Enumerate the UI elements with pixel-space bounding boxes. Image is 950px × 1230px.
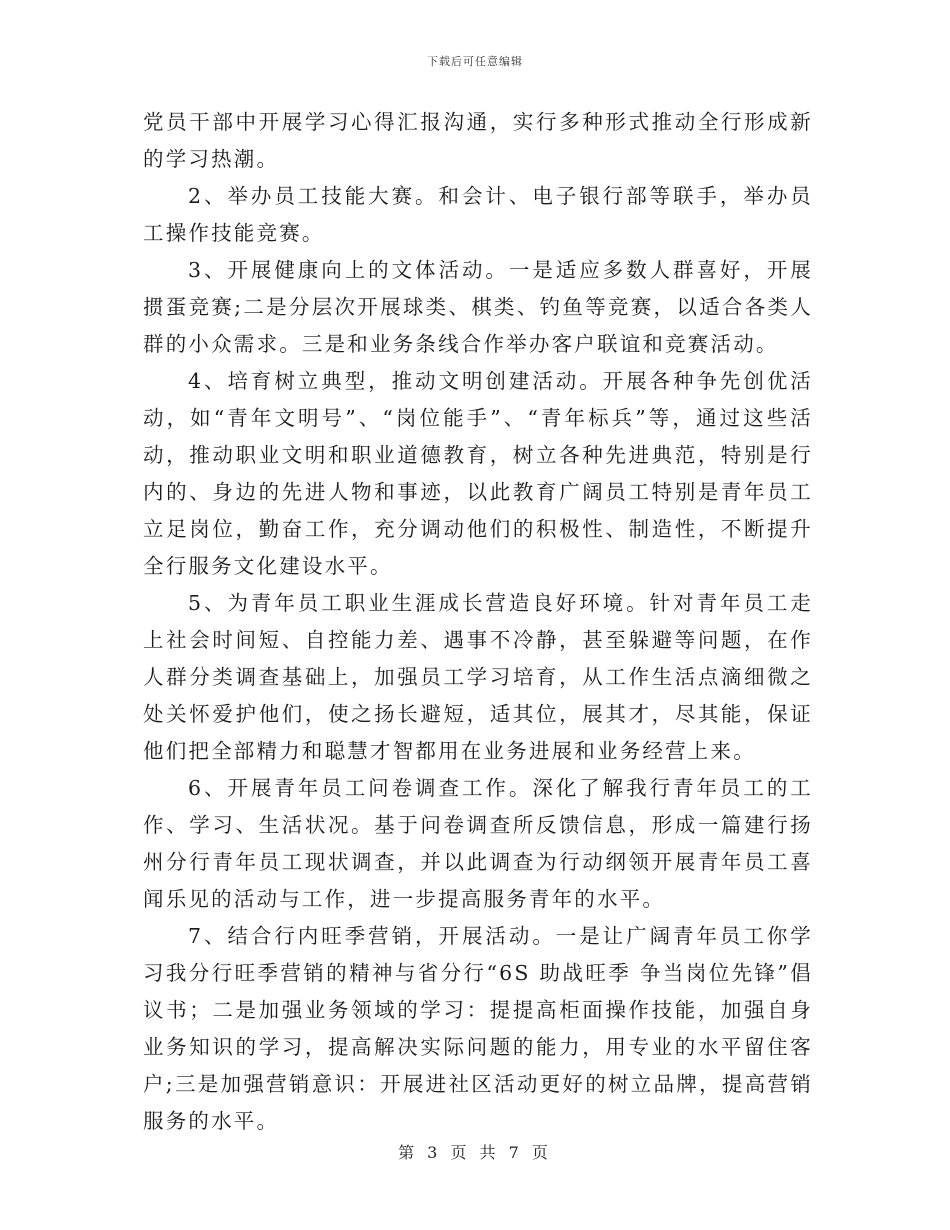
paragraph-item-6: 6、开展青年员工问卷调查工作。深化了解我行青年员工的工作、学习、生活状况。基于问卷调查所反馈信息，形成一篇建行扬州分行青年员工现状调查，并以此调查为行动纲领开展青年员工喜闻乐见的活动与工作，进一步提高服务青年的水平。 [143,776,813,911]
paragraph-item-3: 3、开展健康向上的文体活动。一是适应多数人群喜好，开展掼蛋竞赛;二是分层次开展球类、棋类、钓鱼等竞赛，以适合各类人群的小众需求。三是和业务条线合作举办客户联谊和竞赛活动。 [143,258,813,356]
paragraph-item-5: 5、为青年员工职业生涯成长营造良好环境。针对青年员工走上社会时间短、自控能力差、遇事不冷静，甚至躲避等问题，在作人群分类调查基础上，加强员工学习培育，从工作生活点滴细微之处关怀爱护他们，使之扬长避短，适其位，展其才，尽其能，保证他们把全部精力和聪慧才智都用在业务进展和业务经营上来。 [143,591,813,763]
page-number-footer: 第 3 页 共 7 页 [398,1143,552,1162]
paragraph-item-2: 2、举办员工技能大赛。和会计、电子银行部等联手，举办员工操作技能竞赛。 [143,184,813,245]
document-body [143,104,813,1140]
paragraph-continued: 党员干部中开展学习心得汇报沟通，实行多种形式推动全行形成新的学习热潮。 [143,110,813,171]
paragraph-item-7: 7、结合行内旺季营销，开展活动。一是让广阔青年员工你学习我分行旺季营销的精神与省分行“6S 助战旺季 争当岗位先锋”倡议书；二是加强业务领域的学习：提提高柜面操作技能，加强自身业务知识的学习，提高解决实际问题的能力，用专业的水平留住客户;三是加强营销意识：开展进社区活动更好的树立品牌，提高营销服务的水平。 [143,924,813,1133]
paragraph-item-4: 4、培育树立典型，推动文明创建活动。开展各种争先创优活动，如“青年文明号”、“岗位能手”、“青年标兵”等，通过这些活动，推动职业文明和职业道德教育，树立各种先进典范，特别是行内的、身边的先进人物和事迹，以此教育广阔员工特别是青年员工立足岗位，勤奋工作，充分调动他们的积极性、制造性，不断提升全行服务文化建设水平。 [143,369,813,578]
page-header: 下载后可任意编辑 [427,55,523,68]
